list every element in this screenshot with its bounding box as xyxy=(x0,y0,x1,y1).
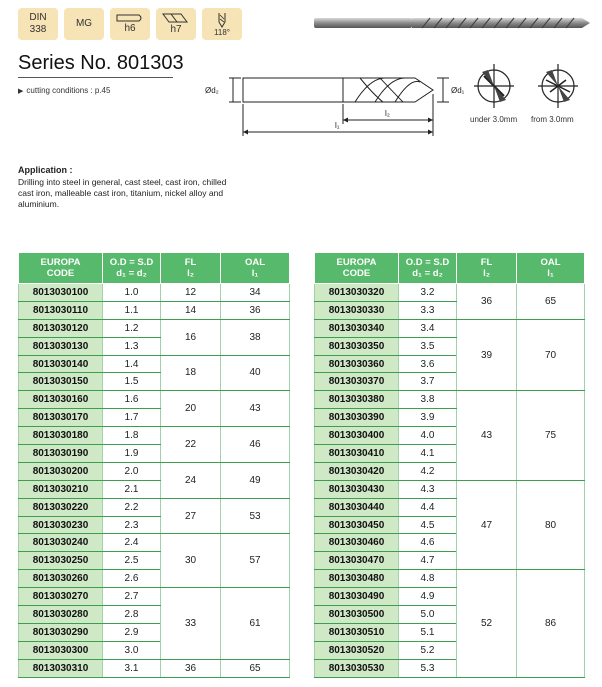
table-row xyxy=(19,588,290,606)
diameter-cell: 4.4 xyxy=(399,498,457,516)
europa-code-cell: 8013030450 xyxy=(315,516,399,534)
din-label: DIN xyxy=(29,12,47,23)
overall-length-cell: 38 xyxy=(221,319,290,355)
din-value: 338 xyxy=(29,24,47,35)
europa-code-cell: 8013030400 xyxy=(315,427,399,445)
diameter-tolerance: h7 xyxy=(170,24,182,35)
diameter-cell: 3.6 xyxy=(399,355,457,373)
diameter-cell: 4.0 xyxy=(399,427,457,445)
twist-drill-icon xyxy=(161,12,191,24)
application-text: Drilling into steel in general, cast steel, cast iron, chilled cast iron, malleable cast iron, titanium, nickel alloy and aluminium. xyxy=(18,177,227,209)
cutting-conditions-link[interactable] xyxy=(18,86,110,95)
diameter-tolerance-badge xyxy=(156,8,196,40)
europa-code-cell: 8013030430 xyxy=(315,480,399,498)
europa-code-cell: 8013030520 xyxy=(315,641,399,659)
europa-code-cell: 8013030310 xyxy=(19,659,103,677)
flute-length-cell: 12 xyxy=(161,284,221,302)
diameter-cell: 4.5 xyxy=(399,516,457,534)
table-row xyxy=(19,301,290,319)
diameter-cell: 1.5 xyxy=(103,373,161,391)
europa-code-cell: 8013030480 xyxy=(315,570,399,588)
flute-length-cell: 36 xyxy=(457,284,517,320)
europa-code-cell: 8013030390 xyxy=(315,409,399,427)
europa-code-cell: 8013030470 xyxy=(315,552,399,570)
shank-tolerance: h6 xyxy=(124,23,136,34)
europa-code-cell: 8013030220 xyxy=(19,498,103,516)
diameter-cell: 1.6 xyxy=(103,391,161,409)
table-row xyxy=(19,462,290,480)
europa-code-cell: 8013030330 xyxy=(315,301,399,319)
title-underline xyxy=(18,77,173,78)
overall-length-cell: 86 xyxy=(517,570,585,677)
overall-length-cell: 34 xyxy=(221,284,290,302)
left-spec-table xyxy=(18,252,290,678)
diameter-cell: 5.2 xyxy=(399,641,457,659)
diameter-cell: 4.9 xyxy=(399,588,457,606)
diameter-cell: 2.0 xyxy=(103,462,161,480)
left-table-body xyxy=(19,284,290,678)
flute-length-cell: 18 xyxy=(161,355,221,391)
point-angle-badge xyxy=(202,8,242,40)
diameter-cell: 1.0 xyxy=(103,284,161,302)
col-header-code: EUROPA CODE xyxy=(315,253,399,284)
diameter-cell: 3.8 xyxy=(399,391,457,409)
col-header-code: EUROPA CODE xyxy=(19,253,103,284)
flute-length-cell: 22 xyxy=(161,427,221,463)
overall-length-cell: 40 xyxy=(221,355,290,391)
diameter-cell: 4.7 xyxy=(399,552,457,570)
table-row xyxy=(315,480,585,498)
diameter-cell: 3.4 xyxy=(399,319,457,337)
cutting-conditions-text: cutting conditions : p.45 xyxy=(26,86,111,95)
diameter-cell: 2.2 xyxy=(103,498,161,516)
tip-caption-small: under 3.0mm xyxy=(470,115,518,124)
diameter-cell: 2.1 xyxy=(103,480,161,498)
europa-code-cell: 8013030140 xyxy=(19,355,103,373)
table-row xyxy=(315,391,585,409)
europa-code-cell: 8013030340 xyxy=(315,319,399,337)
flute-length-cell: 52 xyxy=(457,570,517,677)
diameter-cell: 1.8 xyxy=(103,427,161,445)
diameter-cell: 5.3 xyxy=(399,659,457,677)
flute-length-cell: 33 xyxy=(161,588,221,660)
diameter-cell: 1.7 xyxy=(103,409,161,427)
europa-code-cell: 8013030130 xyxy=(19,337,103,355)
europa-code-cell: 8013030110 xyxy=(19,301,103,319)
l2-label: l₂ xyxy=(385,109,390,118)
diameter-cell: 2.4 xyxy=(103,534,161,552)
overall-length-cell: 43 xyxy=(221,391,290,427)
series-title: Series No. 801303 xyxy=(18,52,184,74)
europa-code-cell: 8013030120 xyxy=(19,319,103,337)
drill-tip-views xyxy=(470,62,590,112)
diameter-cell: 1.3 xyxy=(103,337,161,355)
point-angle: 118° xyxy=(214,27,230,37)
europa-code-cell: 8013030100 xyxy=(19,284,103,302)
table-row xyxy=(19,534,290,552)
europa-code-cell: 8013030440 xyxy=(315,498,399,516)
diameter-cell: 4.8 xyxy=(399,570,457,588)
table-row xyxy=(315,284,585,302)
table-row xyxy=(19,427,290,445)
europa-code-cell: 8013030290 xyxy=(19,623,103,641)
diameter-cell: 4.3 xyxy=(399,480,457,498)
europa-code-cell: 8013030380 xyxy=(315,391,399,409)
europa-code-cell: 8013030510 xyxy=(315,623,399,641)
tip-caption-large: from 3.0mm xyxy=(531,115,574,124)
europa-code-cell: 8013030410 xyxy=(315,445,399,463)
diameter-cell: 1.4 xyxy=(103,355,161,373)
diameter-cell: 3.1 xyxy=(103,659,161,677)
col-header-fl: FL l₂ xyxy=(161,253,221,284)
table-row xyxy=(19,355,290,373)
flute-length-cell: 16 xyxy=(161,319,221,355)
col-header-od: O.D = S.D d₁ = d₂ xyxy=(399,253,457,284)
flute-length-cell: 43 xyxy=(457,391,517,480)
overall-length-cell: 80 xyxy=(517,480,585,569)
europa-code-cell: 8013030530 xyxy=(315,659,399,677)
table-row xyxy=(315,570,585,588)
overall-length-cell: 61 xyxy=(221,588,290,660)
application-heading: Application : xyxy=(18,165,73,175)
table-row xyxy=(19,319,290,337)
table-row xyxy=(19,498,290,516)
europa-code-cell: 8013030160 xyxy=(19,391,103,409)
overall-length-cell: 49 xyxy=(221,462,290,498)
flute-length-cell: 47 xyxy=(457,480,517,569)
flute-length-cell: 24 xyxy=(161,462,221,498)
table-row xyxy=(19,284,290,302)
flute-length-cell: 30 xyxy=(161,534,221,588)
diameter-cell: 5.0 xyxy=(399,606,457,624)
europa-code-cell: 8013030300 xyxy=(19,641,103,659)
europa-code-cell: 8013030500 xyxy=(315,606,399,624)
flute-length-cell: 20 xyxy=(161,391,221,427)
diameter-cell: 2.6 xyxy=(103,570,161,588)
diameter-cell: 2.9 xyxy=(103,623,161,641)
europa-code-cell: 8013030490 xyxy=(315,588,399,606)
d1-label: Ød₁ xyxy=(451,86,465,95)
diameter-cell: 3.0 xyxy=(103,641,161,659)
europa-code-cell: 8013030360 xyxy=(315,355,399,373)
right-table-body xyxy=(315,284,585,678)
material-badge xyxy=(64,8,104,40)
diameter-cell: 5.1 xyxy=(399,623,457,641)
europa-code-cell: 8013030460 xyxy=(315,534,399,552)
din-badge xyxy=(18,8,58,40)
col-header-od: O.D = S.D d₁ = d₂ xyxy=(103,253,161,284)
table-row xyxy=(19,659,290,677)
diameter-cell: 4.2 xyxy=(399,462,457,480)
europa-code-cell: 8013030150 xyxy=(19,373,103,391)
overall-length-cell: 46 xyxy=(221,427,290,463)
flute-length-cell: 36 xyxy=(161,659,221,677)
table-row xyxy=(19,391,290,409)
overall-length-cell: 53 xyxy=(221,498,290,534)
europa-code-cell: 8013030170 xyxy=(19,409,103,427)
overall-length-cell: 36 xyxy=(221,301,290,319)
material-value: MG xyxy=(75,18,93,29)
overall-length-cell: 70 xyxy=(517,319,585,391)
europa-code-cell: 8013030230 xyxy=(19,516,103,534)
diameter-cell: 4.1 xyxy=(399,445,457,463)
diameter-cell: 3.3 xyxy=(399,301,457,319)
col-header-oal: OAL l₁ xyxy=(517,253,585,284)
europa-code-cell: 8013030210 xyxy=(19,480,103,498)
europa-code-cell: 8013030320 xyxy=(315,284,399,302)
europa-code-cell: 8013030250 xyxy=(19,552,103,570)
diameter-cell: 3.5 xyxy=(399,337,457,355)
diameter-cell: 1.2 xyxy=(103,319,161,337)
diameter-cell: 1.9 xyxy=(103,445,161,463)
europa-code-cell: 8013030240 xyxy=(19,534,103,552)
overall-length-cell: 65 xyxy=(517,284,585,320)
diameter-cell: 3.2 xyxy=(399,284,457,302)
europa-code-cell: 8013030420 xyxy=(315,462,399,480)
d2-label: Ød₂ xyxy=(205,86,219,95)
drill-dimension-diagram xyxy=(205,64,470,144)
europa-code-cell: 8013030350 xyxy=(315,337,399,355)
europa-code-cell: 8013030280 xyxy=(19,606,103,624)
right-spec-table xyxy=(314,252,585,678)
flute-length-cell: 27 xyxy=(161,498,221,534)
overall-length-cell: 57 xyxy=(221,534,290,588)
spec-badges xyxy=(18,8,242,40)
europa-code-cell: 8013030190 xyxy=(19,445,103,463)
diameter-cell: 2.3 xyxy=(103,516,161,534)
col-header-fl: FL l₂ xyxy=(457,253,517,284)
arrow-right-icon: ▶ xyxy=(18,88,24,95)
diameter-cell: 4.6 xyxy=(399,534,457,552)
point-angle-icon xyxy=(212,12,232,28)
europa-code-cell: 8013030260 xyxy=(19,570,103,588)
col-header-oal: OAL l₁ xyxy=(221,253,290,284)
l1-label: l₁ xyxy=(335,121,340,130)
europa-code-cell: 8013030370 xyxy=(315,373,399,391)
overall-length-cell: 65 xyxy=(221,659,290,677)
diameter-cell: 3.7 xyxy=(399,373,457,391)
cylindrical-shank-icon xyxy=(115,13,145,23)
diameter-cell: 2.5 xyxy=(103,552,161,570)
table-row xyxy=(315,319,585,337)
diameter-cell: 3.9 xyxy=(399,409,457,427)
overall-length-cell: 75 xyxy=(517,391,585,480)
diameter-cell: 1.1 xyxy=(103,301,161,319)
europa-code-cell: 8013030180 xyxy=(19,427,103,445)
flute-length-cell: 14 xyxy=(161,301,221,319)
europa-code-cell: 8013030270 xyxy=(19,588,103,606)
diameter-cell: 2.7 xyxy=(103,588,161,606)
shank-tolerance-badge xyxy=(110,8,150,40)
flute-length-cell: 39 xyxy=(457,319,517,391)
drill-photo-icon xyxy=(312,8,592,38)
diameter-cell: 2.8 xyxy=(103,606,161,624)
europa-code-cell: 8013030200 xyxy=(19,462,103,480)
